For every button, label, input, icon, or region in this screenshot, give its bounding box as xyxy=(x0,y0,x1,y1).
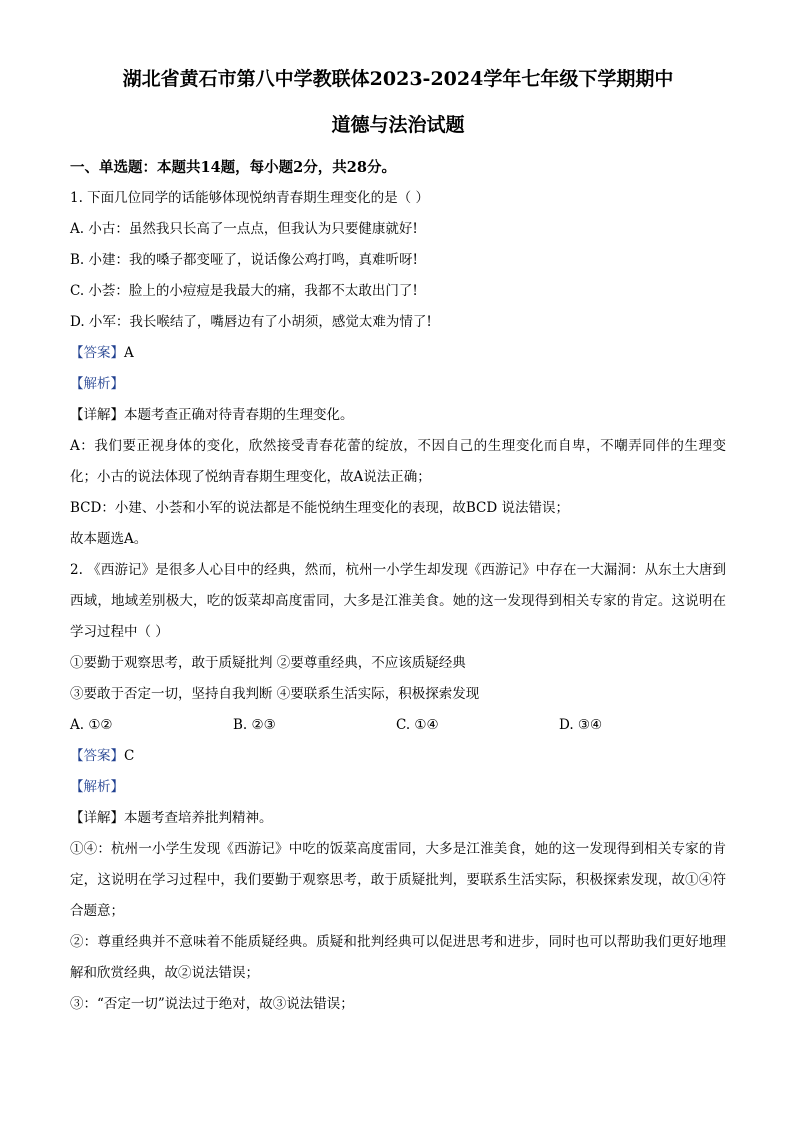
q1-option-d: D. 小军：我长喉结了，嘴唇边有了小胡须，感觉太难为情了! xyxy=(70,314,432,330)
q2-detail-tag: 【详解】 xyxy=(70,810,124,826)
q1-conclusion: 故本题选A。 xyxy=(70,531,148,547)
q1-analysis xyxy=(70,369,726,400)
exam-page xyxy=(70,58,726,1020)
q2-detail-3: ③：“否定一切”说法过于绝对，故③说法错误； xyxy=(70,996,354,1012)
q1-option-b: B. 小建：我的嗓子都变哑了，说话像公鸡打鸣，真难听呀! xyxy=(70,252,418,268)
q2-stem: 2. 《西游记》是很多人心目中的经典，然而，杭州一小学生却发现《西游记》中存在一大漏洞：从东土大唐到西域，地域差别极大，吃的饭菜却高度雷同，大多是江淮美食。她的这一发现得到相关专家的肯定。这说明在学习过程中（ ） xyxy=(70,562,726,640)
q2-option-b: B. ②③ xyxy=(233,717,276,733)
q2-option-a: A. ①② xyxy=(70,717,113,733)
q1-answer-value: A xyxy=(124,345,134,361)
q2-answer xyxy=(70,741,726,772)
q1-detail-intro xyxy=(70,400,726,431)
q1-option-c: C. 小荟：脸上的小痘痘是我最大的痛，我都不太敢出门了! xyxy=(70,283,418,299)
q2-statements-1: ①要勤于观察思考，敢于质疑批判 ②要尊重经典，不应该质疑经典 xyxy=(70,655,466,671)
q1-detail-bcd: BCD：小建、小荟和小军的说法都是不能悦纳生理变化的表现，故BCD 说法错误； xyxy=(70,500,569,516)
q2-option-c: C. ①④ xyxy=(396,717,439,733)
q1-answer xyxy=(70,338,726,369)
q2-options xyxy=(70,710,726,741)
q2-analysis xyxy=(70,772,726,803)
q2-detail-2: ②：尊重经典并不意味着不能质疑经典。质疑和批判经典可以促进思考和进步，同时也可以帮助我们更好地理解和欣赏经典，故②说法错误； xyxy=(70,934,726,981)
q2-analysis-tag: 【解析】 xyxy=(70,779,124,795)
q1-stem: 1. 下面几位同学的话能够体现悦纳青春期生理变化的是（ ） xyxy=(70,190,429,206)
section-header: 一、单选题：本题共14题，每小题2分，共28分。 xyxy=(70,159,396,176)
q2-answer-tag: 【答案】 xyxy=(70,748,124,764)
q2-detail-intro-text: 本题考查培养批判精神。 xyxy=(124,810,273,826)
q1-answer-tag: 【答案】 xyxy=(70,345,124,361)
q2-option-d: D. ③④ xyxy=(559,717,603,733)
q1-option-a: A. 小古：虽然我只长高了一点点，但我认为只要健康就好! xyxy=(70,221,418,237)
q2-statements-2: ③要敢于否定一切，坚持自我判断 ④要联系生活实际，积极探索发现 xyxy=(70,686,480,702)
q2-answer-value: C xyxy=(124,748,135,764)
q1-detail-intro-text: 本题考查正确对待青春期的生理变化。 xyxy=(124,407,354,423)
q2-detail-intro xyxy=(70,803,726,834)
q2-detail-14: ①④：杭州一小学生发现《西游记》中吃的饭菜高度雷同，大多是江淮美食，她的这一发现得到相关专家的肯定，这说明在学习过程中，我们要勤于观察思考，敢于质疑批判，要联系生活实际，积极探索发现，故①④符合题意； xyxy=(70,841,726,919)
q1-analysis-tag: 【解析】 xyxy=(70,376,124,392)
q1-detail-tag: 【详解】 xyxy=(70,407,124,423)
title-line-2: 道德与法治试题 xyxy=(331,114,465,136)
q1-detail-a: A：我们要正视身体的变化，欣然接受青春花蕾的绽放，不因自己的生理变化而自卑，不嘲弄同伴的生理变化；小古的说法体现了悦纳青春期生理变化，故A说法正确； xyxy=(70,438,726,485)
title-line-1: 湖北省黄石市第八中学教联体2023-2024学年七年级下学期期中 xyxy=(122,68,674,90)
